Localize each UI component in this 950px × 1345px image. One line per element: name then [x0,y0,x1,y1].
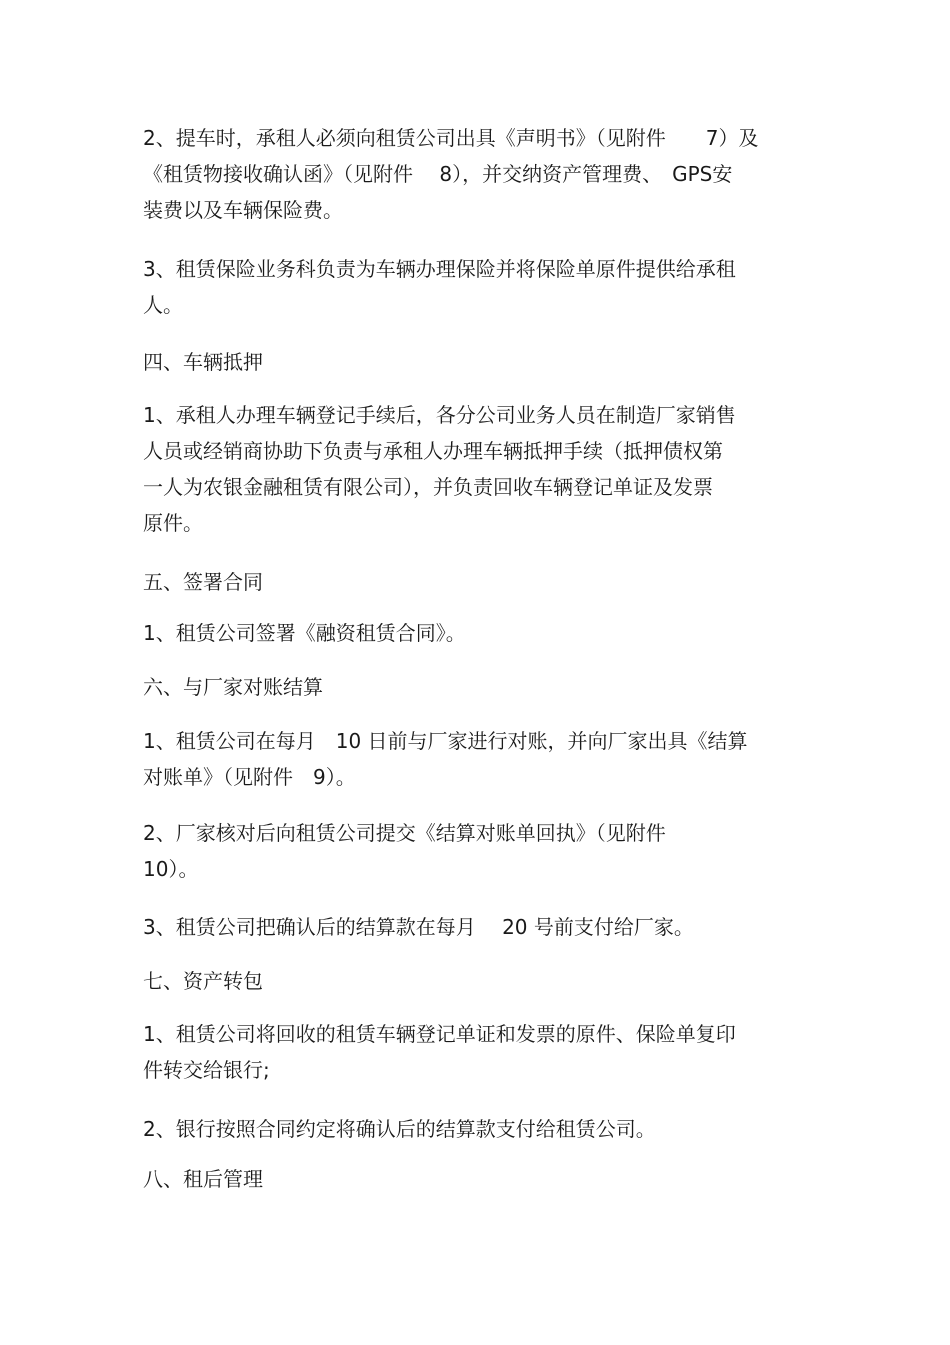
section-heading-reconciliation [143,669,323,705]
paragraph-monthly-reconciliation [143,723,748,795]
text-line: 1、租赁公司签署《融资租赁合同》。 [143,621,466,645]
paragraph-insurance [143,251,736,323]
text-line: 3、租赁保险业务科负责为车辆办理保险并将保险单原件提供给承租 [143,257,736,281]
paragraph-reconciliation-receipt [143,815,666,887]
paragraph-settlement-payment [143,909,694,945]
text-line: 人。 [143,293,183,317]
paragraph-documents-to-bank [143,1016,736,1088]
text-line: 一人为农银金融租赁有限公司），并负责回收车辆登记单证及发票 [143,475,713,499]
text-line: 原件。 [143,511,203,535]
text-line: 2、厂家核对后向租赁公司提交《结算对账单回执》（见附件 [143,821,666,845]
text-line: 件转交给银行; [143,1058,270,1082]
text-line: 对账单》（见附件 9）。 [143,765,356,789]
text-line: 1、租赁公司将回收的租赁车辆登记单证和发票的原件、保险单复印 [143,1022,736,1046]
text-line: 1、承租人办理车辆登记手续后，各分公司业务人员在制造厂家销售 [143,403,736,427]
text-line: 装费以及车辆保险费。 [143,198,343,222]
text-line: 10）。 [143,857,199,881]
section-heading: 五、签署合同 [143,570,263,594]
text-line: 3、租赁公司把确认后的结算款在每月 20 号前支付给厂家。 [143,915,694,939]
text-line: 2、银行按照合同约定将确认后的结算款支付给租赁公司。 [143,1117,656,1141]
text-line: 1、租赁公司在每月 10 日前与厂家进行对账，并向厂家出具《结算 [143,729,748,753]
text-line: 2、提车时，承租人必须向租赁公司出具《声明书》（见附件 7）及 [143,126,759,150]
section-heading: 六、与厂家对账结算 [143,675,323,699]
section-heading: 七、资产转包 [143,969,263,993]
section-heading-asset-transfer [143,963,263,999]
section-heading-post-lease-management [143,1161,263,1197]
paragraph-pickup-declaration [143,120,758,228]
paragraph-mortgage-procedure [143,397,736,541]
section-heading-sign-contract [143,564,263,600]
section-heading: 四、车辆抵押 [143,350,263,374]
section-heading-vehicle-mortgage [143,344,263,380]
section-heading: 八、租后管理 [143,1167,263,1191]
paragraph-sign-contract [143,615,466,651]
text-line: 人员或经销商协助下负责与承租人办理车辆抵押手续（抵押债权第 [143,439,723,463]
text-line: 《租赁物接收确认函》（见附件 8），并交纳资产管理费、 GPS安 [143,162,733,186]
paragraph-bank-payment [143,1111,656,1147]
